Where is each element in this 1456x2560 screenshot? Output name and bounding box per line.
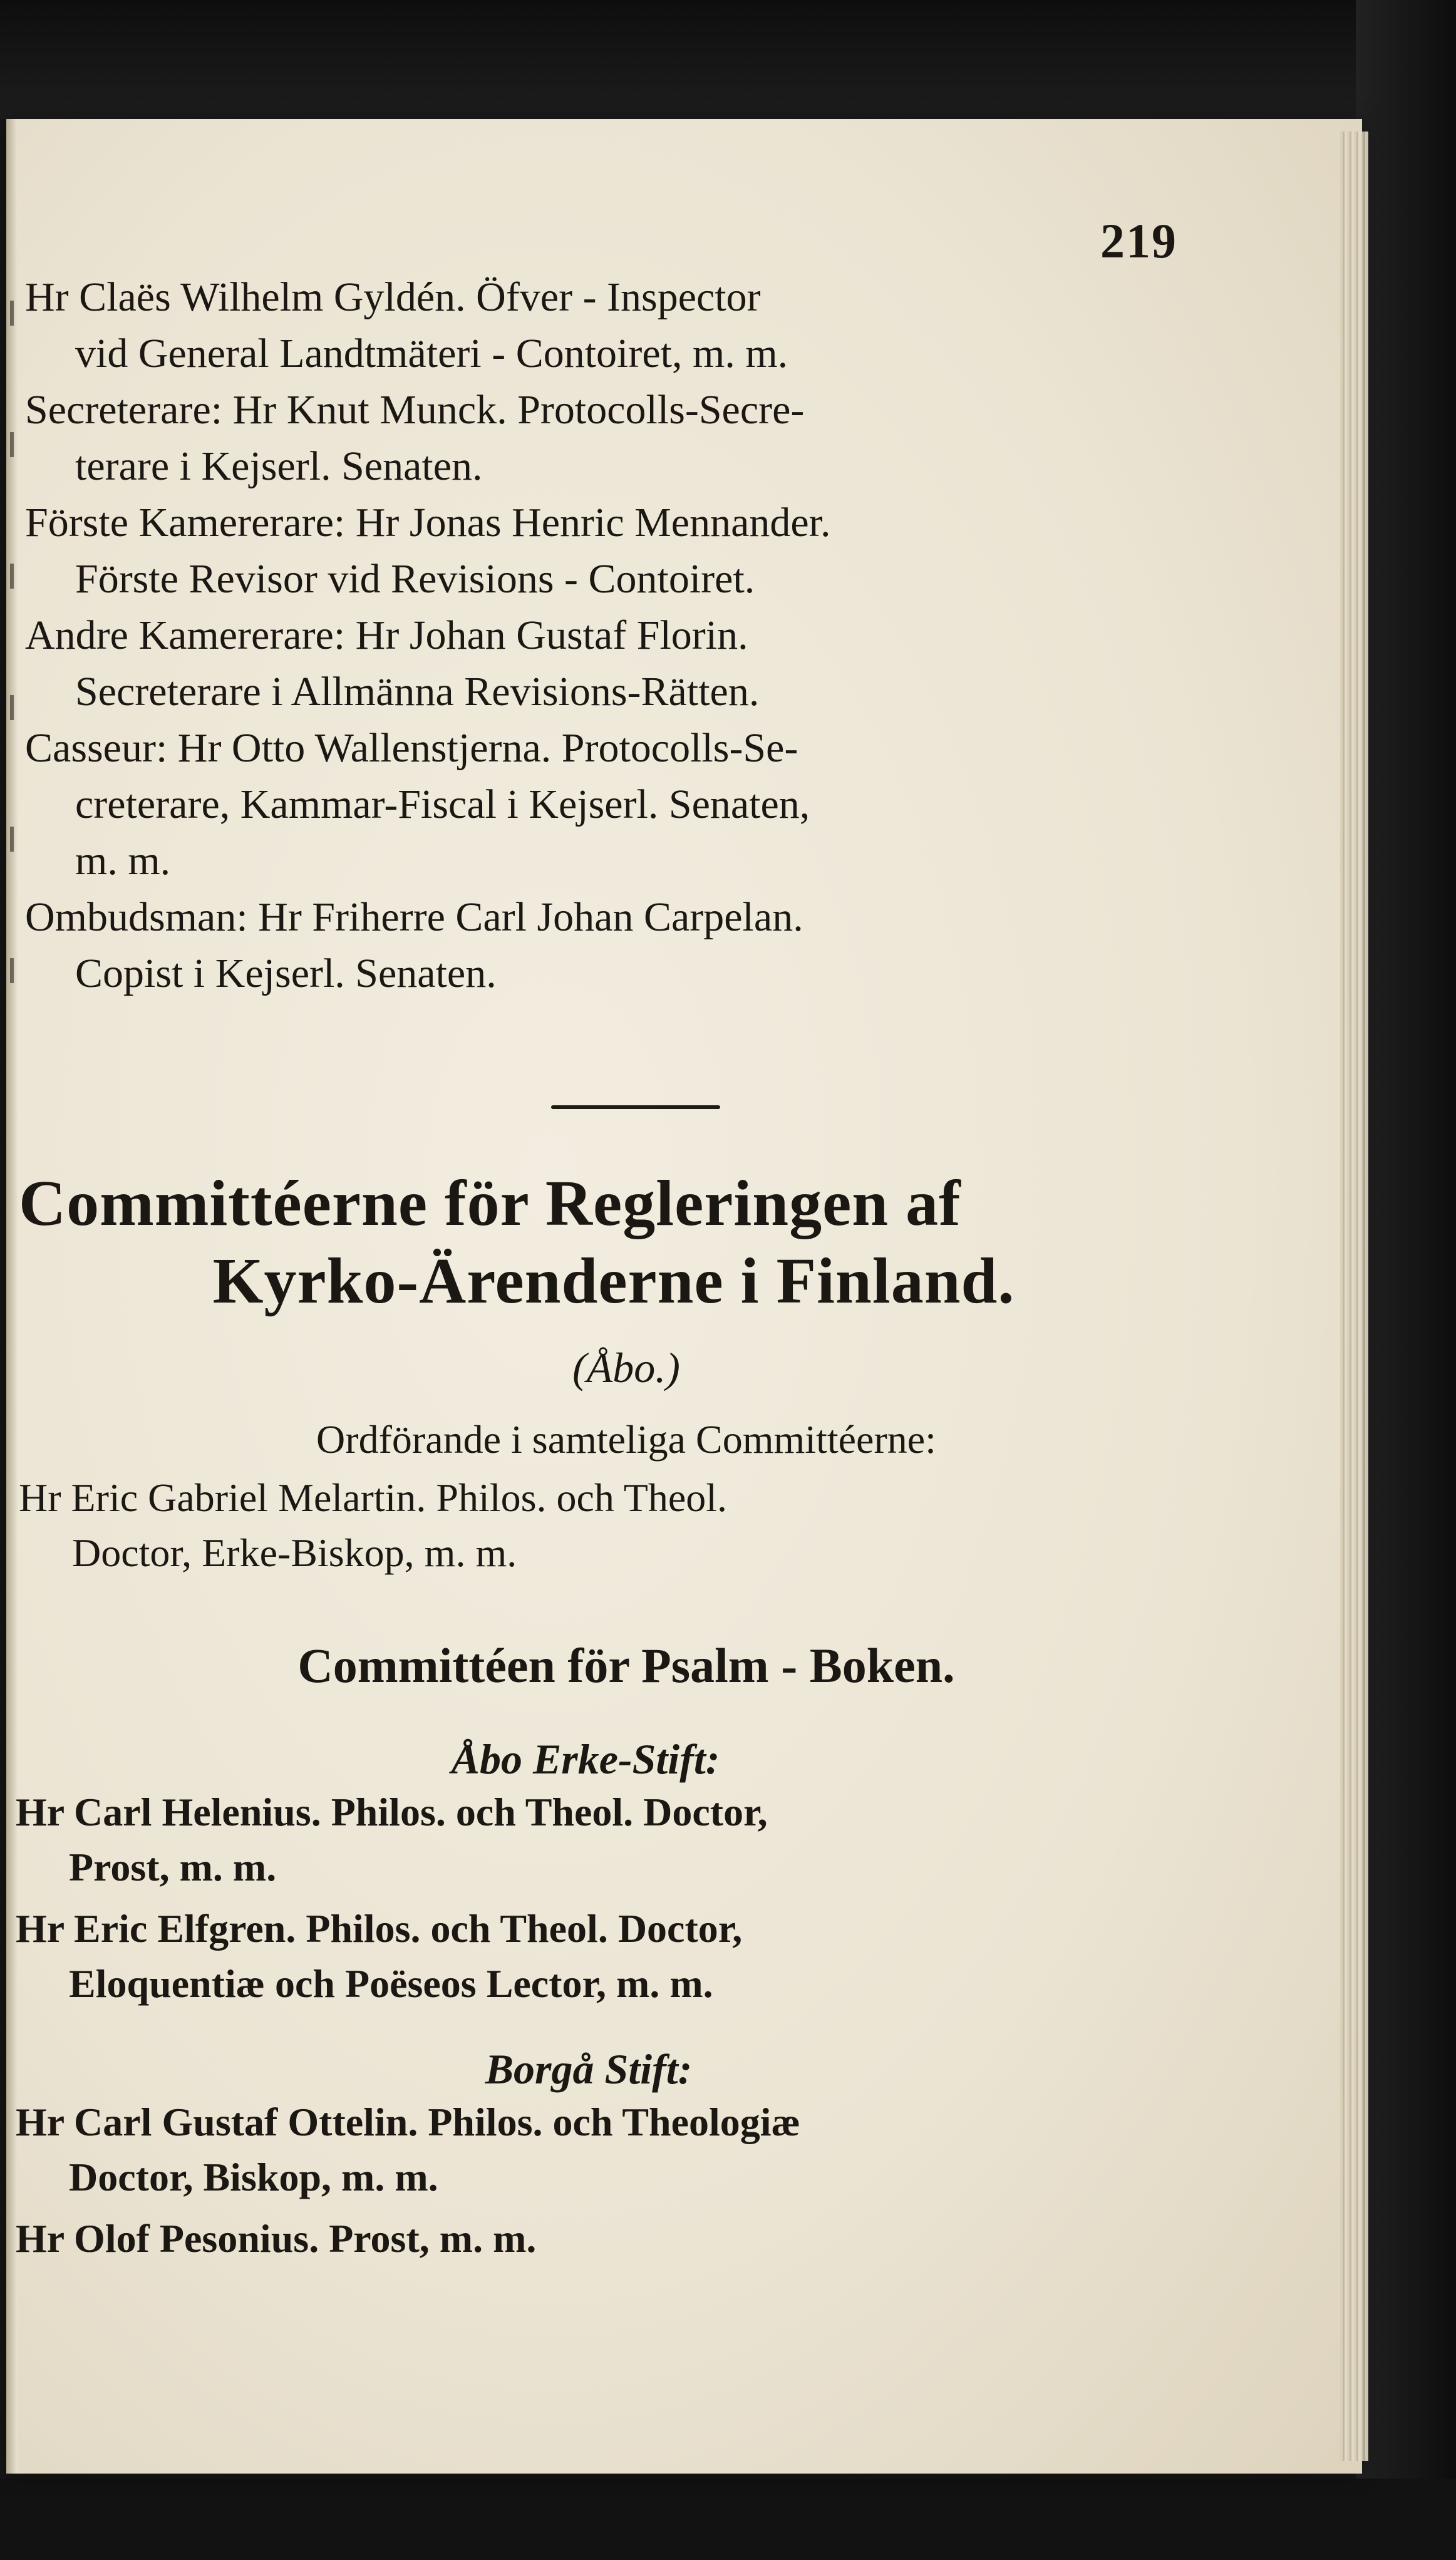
entry-line: Andre Kamererare: Hr Johan Gustaf Florin.: [25, 612, 748, 658]
abo-diocese-heading: Åbo Erke-Stift:: [451, 1735, 720, 1783]
scan-background-bottom: [0, 2479, 1456, 2560]
entry-continuation: Förste Revisor vid Revisions - Contoiret.: [75, 556, 755, 602]
member-line: Hr Eric Elfgren. Philos. och Theol. Doctor,: [16, 1906, 743, 1951]
member-line: Hr Eric Gabriel Melartin. Philos. och Theol.: [19, 1475, 727, 1520]
entry-line: Secreterare: Hr Knut Munck. Protocolls-Secre-: [25, 387, 805, 433]
entry-continuation: terare i Kejserl. Senaten.: [75, 443, 483, 489]
member-entry: [16, 1901, 1193, 2011]
member-line: Hr Carl Helenius. Philos. och Theol. Doctor,: [16, 1790, 768, 1834]
member-entry: [19, 1470, 1196, 1581]
official-entry: [25, 720, 1202, 889]
scan-background-right: [1356, 0, 1456, 2560]
committee-title: [19, 1165, 1209, 1320]
member-line: Hr Carl Gustaf Ottelin. Philos. och Theologiæ: [16, 2100, 800, 2144]
member-continuation: Eloquentiæ och Poëseos Lector, m. m.: [69, 1961, 713, 2006]
page-edge-stack: [1340, 132, 1368, 2461]
member-continuation: Doctor, Erke-Biskop, m. m.: [72, 1530, 517, 1575]
scan-background-top: [0, 0, 1456, 119]
committee-title-line2: Kyrko-Ärenderne i Finland.: [212, 1245, 1015, 1317]
entry-continuation: Copist i Kejserl. Senaten.: [75, 951, 497, 996]
chair-entry: [19, 1470, 1196, 1587]
chair-heading: Ordförande i samteliga Committéerne:: [316, 1417, 936, 1462]
entry-continuation: m. m.: [75, 838, 171, 884]
entry-line: Casseur: Hr Otto Wallenstjerna. Protocolls-Se-: [25, 725, 798, 771]
official-entry: [25, 607, 1202, 720]
official-entry: [25, 495, 1202, 607]
entry-line: Ombudsman: Hr Friherre Carl Johan Carpelan.: [25, 894, 803, 940]
borga-members-list: [16, 2095, 1193, 2273]
official-entry: [25, 269, 1202, 382]
location-heading: (Åbo.): [572, 1344, 680, 1391]
member-continuation: Doctor, Biskop, m. m.: [69, 2155, 438, 2199]
abo-members-list: [16, 1785, 1193, 2018]
psalm-committee-title: Committéen för Psalm - Boken.: [297, 1638, 955, 1693]
member-entry: [16, 2211, 1193, 2266]
member-continuation: Prost, m. m.: [69, 1845, 277, 1889]
official-entry: [25, 889, 1202, 1002]
entry-continuation: creterare, Kammar-Fiscal i Kejserl. Senaten,: [75, 782, 810, 827]
page-number: 219: [1100, 214, 1177, 268]
committee-title-line1: Committéerne för Regleringen af: [19, 1167, 961, 1239]
borga-diocese-heading: Borgå Stift:: [485, 2045, 693, 2093]
entry-continuation: vid General Landtmäteri - Contoiret, m. m.: [75, 331, 788, 376]
official-entry: [25, 382, 1202, 495]
entry-line: Hr Claës Wilhelm Gyldén. Öfver - Inspector: [25, 274, 761, 320]
entry-line: Förste Kamererare: Hr Jonas Henric Mennander.: [25, 500, 831, 545]
member-line: Hr Olof Pesonius. Prost, m. m.: [16, 2216, 537, 2261]
entry-continuation: Secreterare i Allmänna Revisions-Rätten.: [75, 669, 760, 715]
section-divider-rule: [551, 1105, 720, 1109]
left-margin-marks: [10, 301, 14, 1052]
officials-list: [25, 269, 1202, 1002]
member-entry: [16, 1785, 1193, 1895]
member-entry: [16, 2095, 1193, 2205]
